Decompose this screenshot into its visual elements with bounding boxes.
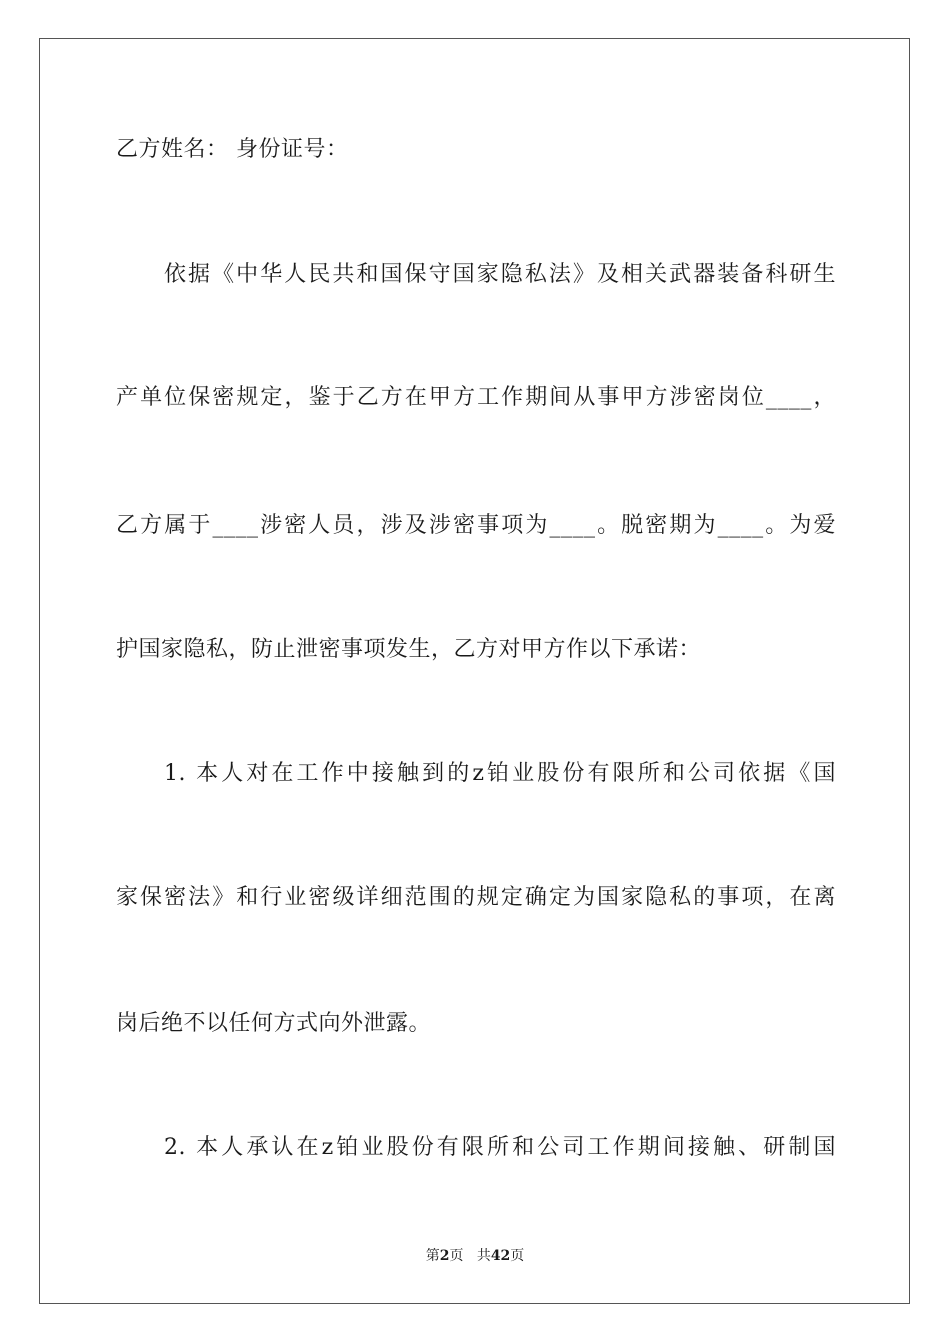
text-line-para1-1: 依据《中华人民共和国保守国家隐私法》及相关武器装备科研生 — [164, 262, 836, 287]
footer-page-prefix: 第 — [425, 1248, 440, 1264]
footer-page-unit: 页 — [449, 1248, 464, 1264]
footer-total-pages: 42 — [490, 1248, 511, 1264]
footer-total-unit: 页 — [510, 1248, 525, 1264]
text-line-party-b-name: 乙方姓名： 身份证号： — [116, 137, 349, 162]
text-line-para1-2: 产单位保密规定，鉴于乙方在甲方工作期间从事甲方涉密岗位____， — [116, 385, 836, 410]
text-line-item1-3: 岗后绝不以任何方式向外泄露。 — [116, 1011, 432, 1036]
footer-total-prefix: 共 — [476, 1248, 491, 1264]
page-footer — [0, 1246, 950, 1266]
text-line-item2-1: 2. 本人承认在z铂业股份有限所和公司工作期间接触、研制国 — [164, 1135, 836, 1160]
text-line-para1-4: 护国家隐私，防止泄密事项发生，乙方对甲方作以下承诺： — [116, 637, 702, 662]
page-border — [39, 38, 910, 1304]
text-line-para1-3: 乙方属于____涉密人员，涉及涉密事项为____。脱密期为____。为爱 — [116, 513, 836, 538]
text-line-item1-2: 家保密法》和行业密级详细范围的规定确定为国家隐私的事项，在离 — [116, 885, 836, 910]
text-line-item1-1: 1. 本人对在工作中接触到的z铂业股份有限所和公司依据《国 — [164, 761, 836, 786]
footer-current-page: 2 — [439, 1248, 450, 1264]
